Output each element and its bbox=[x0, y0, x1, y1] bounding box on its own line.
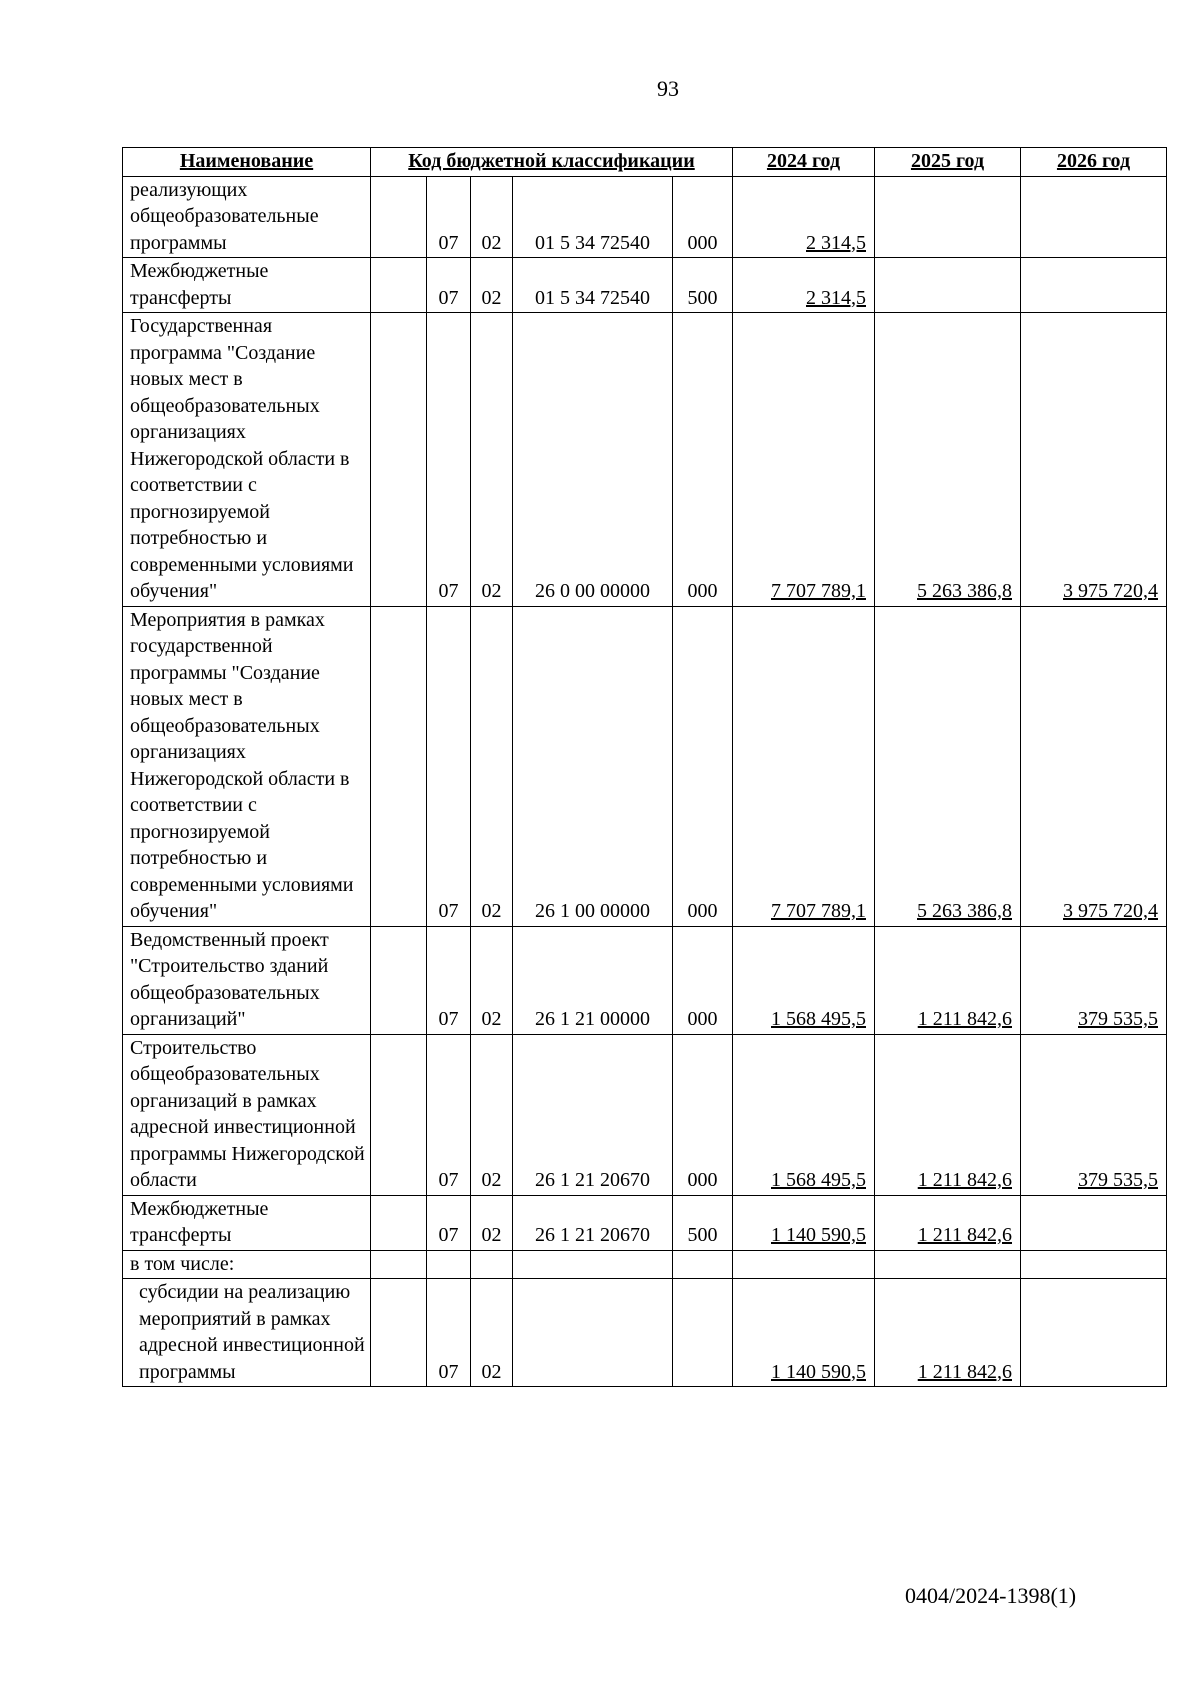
row-name: реализующих общеобразовательные программы bbox=[123, 176, 371, 258]
row-subsection: 02 bbox=[471, 258, 513, 313]
row-2026: 3 975 720,4 bbox=[1021, 606, 1167, 926]
row-subsection: 02 bbox=[471, 1195, 513, 1250]
row-2025: 5 263 386,8 bbox=[875, 606, 1021, 926]
row-target-code: 26 1 21 00000 bbox=[513, 926, 673, 1034]
row-section bbox=[427, 1250, 471, 1279]
row-2024: 7 707 789,1 bbox=[733, 313, 875, 607]
row-expense-type: 000 bbox=[673, 313, 733, 607]
row-2026 bbox=[1021, 258, 1167, 313]
row-2026 bbox=[1021, 176, 1167, 258]
row-2026: 379 535,5 bbox=[1021, 926, 1167, 1034]
row-subsection: 02 bbox=[471, 313, 513, 607]
row-2026: 379 535,5 bbox=[1021, 1034, 1167, 1195]
row-2026 bbox=[1021, 1279, 1167, 1387]
header-2025: 2025 год bbox=[875, 148, 1021, 177]
row-2024: 2 314,5 bbox=[733, 258, 875, 313]
header-2026: 2026 год bbox=[1021, 148, 1167, 177]
header-name: Наименование bbox=[123, 148, 371, 177]
row-expense-type: 000 bbox=[673, 926, 733, 1034]
row-subsection: 02 bbox=[471, 926, 513, 1034]
row-2025 bbox=[875, 176, 1021, 258]
row-target-code: 01 5 34 72540 bbox=[513, 258, 673, 313]
row-target-code: 26 1 21 20670 bbox=[513, 1195, 673, 1250]
row-expense-type: 500 bbox=[673, 258, 733, 313]
table-row bbox=[123, 258, 1167, 313]
table-row bbox=[123, 1195, 1167, 1250]
row-2025: 1 211 842,6 bbox=[875, 926, 1021, 1034]
row-2026: 3 975 720,4 bbox=[1021, 313, 1167, 607]
row-2025: 5 263 386,8 bbox=[875, 313, 1021, 607]
row-name: субсидии на реализацию мероприятий в рамках адресной инвестиционной программы bbox=[123, 1279, 371, 1387]
row-2024 bbox=[733, 1250, 875, 1279]
row-2024: 1 140 590,5 bbox=[733, 1279, 875, 1387]
row-blank-code bbox=[371, 1034, 427, 1195]
row-section: 07 bbox=[427, 176, 471, 258]
row-subsection: 02 bbox=[471, 1279, 513, 1387]
table-row bbox=[123, 926, 1167, 1034]
row-blank-code bbox=[371, 1279, 427, 1387]
row-section: 07 bbox=[427, 258, 471, 313]
row-blank-code bbox=[371, 606, 427, 926]
header-2024: 2024 год bbox=[733, 148, 875, 177]
page-number: 93 bbox=[657, 76, 679, 101]
row-subsection bbox=[471, 1250, 513, 1279]
row-section: 07 bbox=[427, 606, 471, 926]
table-row bbox=[123, 1250, 1167, 1279]
row-target-code: 26 1 00 00000 bbox=[513, 606, 673, 926]
row-section: 07 bbox=[427, 313, 471, 607]
row-target-code: 26 0 00 00000 bbox=[513, 313, 673, 607]
row-name: Межбюджетные трансферты bbox=[123, 258, 371, 313]
row-blank-code bbox=[371, 926, 427, 1034]
row-blank-code bbox=[371, 176, 427, 258]
row-target-code: 26 1 21 20670 bbox=[513, 1034, 673, 1195]
row-expense-type bbox=[673, 1250, 733, 1279]
table-header-row bbox=[123, 148, 1167, 177]
table-row bbox=[123, 606, 1167, 926]
row-section: 07 bbox=[427, 1034, 471, 1195]
row-name: Ведомственный проект "Строительство зданий общеобразовательных организаций" bbox=[123, 926, 371, 1034]
row-target-code: 01 5 34 72540 bbox=[513, 176, 673, 258]
budget-table bbox=[122, 147, 1167, 1387]
row-blank-code bbox=[371, 313, 427, 607]
row-2024: 1 140 590,5 bbox=[733, 1195, 875, 1250]
row-2024: 2 314,5 bbox=[733, 176, 875, 258]
row-subsection: 02 bbox=[471, 176, 513, 258]
row-expense-type: 000 bbox=[673, 1034, 733, 1195]
row-name: Мероприятия в рамках государственной программы "Создание новых мест в общеобразовательных организациях Нижегородской области в соответствии с прогнозируемой потребностью и современными условиями обучения" bbox=[123, 606, 371, 926]
row-2024: 1 568 495,5 bbox=[733, 1034, 875, 1195]
row-blank-code bbox=[371, 258, 427, 313]
row-2025: 1 211 842,6 bbox=[875, 1195, 1021, 1250]
row-blank-code bbox=[371, 1250, 427, 1279]
row-2024: 1 568 495,5 bbox=[733, 926, 875, 1034]
table-row bbox=[123, 313, 1167, 607]
table-row bbox=[123, 176, 1167, 258]
table-row bbox=[123, 1034, 1167, 1195]
row-section: 07 bbox=[427, 1195, 471, 1250]
row-2025 bbox=[875, 258, 1021, 313]
row-section: 07 bbox=[427, 926, 471, 1034]
row-2024: 7 707 789,1 bbox=[733, 606, 875, 926]
row-subsection: 02 bbox=[471, 606, 513, 926]
row-expense-type: 500 bbox=[673, 1195, 733, 1250]
row-subsection: 02 bbox=[471, 1034, 513, 1195]
row-expense-type: 000 bbox=[673, 606, 733, 926]
row-blank-code bbox=[371, 1195, 427, 1250]
row-expense-type: 000 bbox=[673, 176, 733, 258]
row-2025 bbox=[875, 1250, 1021, 1279]
row-2026 bbox=[1021, 1195, 1167, 1250]
row-name: Государственная программа "Создание новых мест в общеобразовательных организациях Нижегородской области в соответствии с прогнозируемой потребностью и современными условиями обучения" bbox=[123, 313, 371, 607]
row-2026 bbox=[1021, 1250, 1167, 1279]
row-2025: 1 211 842,6 bbox=[875, 1279, 1021, 1387]
row-name: Межбюджетные трансферты bbox=[123, 1195, 371, 1250]
row-target-code bbox=[513, 1250, 673, 1279]
table-row bbox=[123, 1279, 1167, 1387]
row-section: 07 bbox=[427, 1279, 471, 1387]
row-name: Строительство общеобразовательных организаций в рамках адресной инвестиционной программы Нижегородской области bbox=[123, 1034, 371, 1195]
row-expense-type bbox=[673, 1279, 733, 1387]
row-target-code bbox=[513, 1279, 673, 1387]
header-code: Код бюджетной классификации bbox=[371, 148, 733, 177]
document-id: 0404/2024-1398(1) bbox=[905, 1583, 1077, 1608]
row-2025: 1 211 842,6 bbox=[875, 1034, 1021, 1195]
row-name: в том числе: bbox=[123, 1250, 371, 1279]
